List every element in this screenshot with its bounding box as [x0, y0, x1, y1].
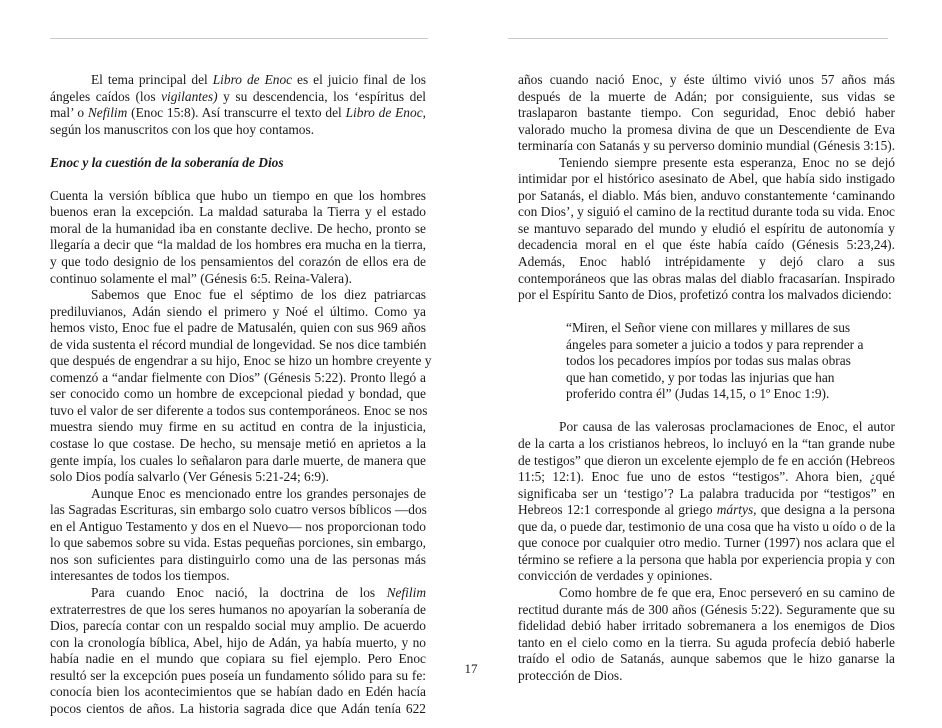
text-line: interesantes de todos los tiempos.	[50, 568, 230, 584]
text-line: Teniendo siempre presente esta esperanza, Enoc no se dejó	[559, 154, 895, 170]
paragraph-gap	[518, 304, 895, 321]
text-line: que conoce por cualquier otro medio. Turner (1997) nos aclara que el	[518, 535, 895, 551]
paragraph	[518, 155, 895, 304]
text-line: Hebreos 12:1 corresponde al griego mártys, que designa a la persona	[518, 502, 895, 518]
text-line: extraterrestres de que los seres humanos no apoyarían la soberanía de	[50, 601, 426, 617]
text-line: de la carta a los cristianos hebreos, lo incluyó en la “tan grande nube	[518, 436, 895, 452]
text-line: “Miren, el Señor viene con millares y millares de sus	[566, 320, 851, 336]
text-line: Cuenta la versión bíblica que hubo un tiempo en que los hombres	[50, 187, 426, 203]
text-line: resultó ser la excepción pues poseía un fundamento sólido para su fe:	[50, 667, 426, 683]
text-line: conocía bien los acontecimientos que se habían dado en Edén hacía	[50, 684, 426, 700]
paragraph	[518, 419, 895, 584]
text-line: nos son suficientes para distinguirlo como una de las personas más	[50, 551, 426, 567]
text-line: prediluvianos, Adán siendo el primero y Noé el último. Como ya	[50, 303, 426, 319]
text-line: buenos eran la excepción. La maldad saturaba la Tierra y el estado	[50, 204, 426, 220]
text-line: tuvo el valor de ser diferente a todos sus contemporáneos. Enoc se nos	[50, 402, 428, 418]
text-line: Aunque Enoc es mencionado entre los grandes personajes de	[91, 485, 426, 501]
text-line: Para cuando Enoc nació, la doctrina de los Nefilim	[91, 584, 426, 600]
paragraph	[50, 585, 426, 717]
text-line: significaba ser un ‘testigo’? La palabra traducida por “testigos” en	[518, 485, 895, 501]
text-line: término se refiere a la persona que habla por experiencia propia y con	[518, 551, 895, 567]
paragraph	[50, 188, 426, 287]
text-line: fidelidad debió haber irritado sobremanera a los enemigos de Dios	[518, 618, 895, 634]
text-line: traslaparon bastante tiempo. Con seguridad, Enoc debió haber	[518, 105, 895, 121]
text-line: Como hombre de fe que era, Enoc perseveró en su camino de	[559, 584, 895, 600]
text-line: decadencia moral en el que éste había caído (Génesis 5:23,24).	[518, 237, 895, 253]
text-line: continuo solamente el mal” (Génesis 6:5. Reina-Valera).	[50, 270, 352, 286]
left-column	[50, 72, 432, 717]
text-line: contemporáneos que las obras malas del diablo fracasarían. Inspirado	[518, 270, 895, 286]
block-quote	[518, 320, 895, 403]
text-line: moral de la humanidad iba en constante declive. De hecho, pronto se	[50, 220, 426, 236]
text-line: de vida sustenta el récord mundial de longevidad. Se nos dice también	[50, 336, 427, 352]
paragraph	[50, 72, 426, 138]
text-line: con la cronología bíblica, Abel, hijo de Adán, ya había muerto, y no	[50, 634, 426, 650]
text-line: proferido contra él” (Judas 14,15, o 1º Enoc 1:9).	[566, 386, 830, 402]
text-line: gente impía, los cuales lo señalaron para darle muerte, de manera que	[50, 452, 426, 468]
text-line: protección de Dios.	[518, 667, 623, 683]
section-heading: Enoc y la cuestión de la soberanía de Dios	[50, 154, 284, 170]
text-line: las Sagradas Escrituras, sin embargo solo cuatro versos bíblicos ―dos	[50, 502, 427, 518]
text-line: convicción de verdades y opiniones.	[518, 568, 713, 584]
text-line: todos los pecadores impíos por todas sus malas obras	[566, 353, 851, 369]
text-line: con Dios’, y siguió el camino de la rectitud durante toda su vida. Enoc	[518, 204, 895, 220]
text-line: por Satanás, el diablo. Más bien, anduvo constantemente ‘caminando	[518, 187, 895, 203]
text-line: se mantuvo separado del mundo y eludió el espíritu de autonomía y	[518, 220, 895, 236]
text-line: terminaría con Satanás y su perverso dominio mundial (Génesis 3:15).	[518, 138, 896, 154]
right-column	[518, 72, 895, 684]
paragraph-gap	[50, 171, 426, 188]
text-line: Por causa de las valerosas proclamaciones de Enoc, el autor	[559, 419, 895, 435]
text-line: traído el odio de Satanás, aunque sabemos que le hizo ganarse la	[518, 651, 895, 667]
paragraph-gap	[50, 138, 426, 155]
text-line: Además, Enoc habló intrépidamente y dejó claro a sus	[518, 254, 895, 270]
text-line: comenzó a “andar fielmente con Dios” (Génesis 5:22). Pronto llegó a	[50, 369, 426, 385]
text-line: Dios, parecía contar con un respaldo social muy amplio. De acuerdo	[50, 618, 426, 634]
text-line: muestra siendo muy firme en su actitud en contra de la injusticia,	[50, 419, 426, 435]
text-line: en el Antiguo Testamento y dos en el Nuevo― nos proporcionan todo	[50, 518, 426, 534]
text-line: hemos visto, Enoc fue el padre de Matusalén, quien con sus 969 años	[50, 320, 426, 336]
text-line: pocos cientos de años. La historia sagrada dice que Adán tenía 622	[50, 700, 426, 716]
text-line: llegaría a decir que “la maldad de los hombres era mucha en la tierra,	[50, 237, 426, 253]
page-number: 17	[464, 661, 478, 676]
text-line: intimidar por el histórico asesinato de Abel, que había sido instigado	[518, 171, 895, 187]
text-line: rectitud durante más de 300 años (Génesis 5:22). Seguramente que su	[518, 601, 895, 617]
header-rule-left	[50, 38, 428, 39]
text-line: después de la muerte de Adán; por consiguiente, sus vidas se	[518, 88, 895, 104]
text-line: según los manuscritos con los que hoy contamos.	[50, 121, 315, 137]
text-line: que da, o puede dar, testimonio de una cosa que ha visto u oído o de la	[518, 518, 896, 534]
paragraph	[518, 72, 895, 155]
text-line: lo que sabemos sobre su vida. Estas pequeñas porciones, sin embargo,	[50, 535, 426, 551]
text-line: solo Dios podía salvarlo (Ver Génesis 5:21-24; 6:9).	[50, 469, 329, 485]
text-line: que han cometido, y por todas las injurias que han	[566, 369, 835, 385]
text-line: ángeles para someter a juicio a todos y para reprender a	[566, 336, 864, 352]
text-line: había nadie en el mundo que copiara su fiel ejemplo. Pero Enoc	[50, 651, 426, 667]
text-line: ser conocido como un hombre de excepcional piedad y bondad, que	[50, 386, 426, 402]
text-line: tanto en el cielo como en la tierra. Su aguda profecía debió haberle	[518, 634, 895, 650]
text-line: que después de engendrar a su hijo, Enoc se hizo un hombre creyente y	[50, 353, 432, 369]
text-line: valorado mucho la promesa divina de que un Descendiente de Eva	[518, 121, 895, 137]
text-line: Sabemos que Enoc fue el séptimo de los diez patriarcas	[91, 287, 426, 303]
text-line: y que todo designio de los pensamientos del corazón de ellos era de	[50, 254, 426, 270]
text-line: por el Espíritu Santo de Dios, profetizó contra los malvados diciendo:	[518, 287, 892, 303]
text-line: mal’ o Nefilim (Enoc 15:8). Así transcurre el texto del Libro de Enoc,	[50, 105, 427, 121]
text-line: El tema principal del Libro de Enoc es el juicio final de los	[91, 72, 426, 87]
paragraph	[50, 486, 426, 585]
text-line: ángeles caídos (los vigilantes) y su descendencia, los ‘espíritus del	[50, 88, 426, 104]
text-line: costase lo que costase. De hecho, su mensaje metió en aprietos a la	[50, 436, 426, 452]
paragraph	[50, 287, 432, 486]
text-line: años cuando nació Enoc, y éste último vivió unos 57 años más	[518, 72, 895, 87]
text-line: 11:5; 12:1). Enoc fue uno de estos “testigos”. Ahora bien, ¿qué	[518, 469, 895, 485]
paragraph-gap	[518, 403, 895, 420]
header-rule-right	[508, 38, 888, 39]
text-line: de testigos” que dieron un excelente ejemplo de fe en acción (Hebreos	[518, 452, 895, 468]
